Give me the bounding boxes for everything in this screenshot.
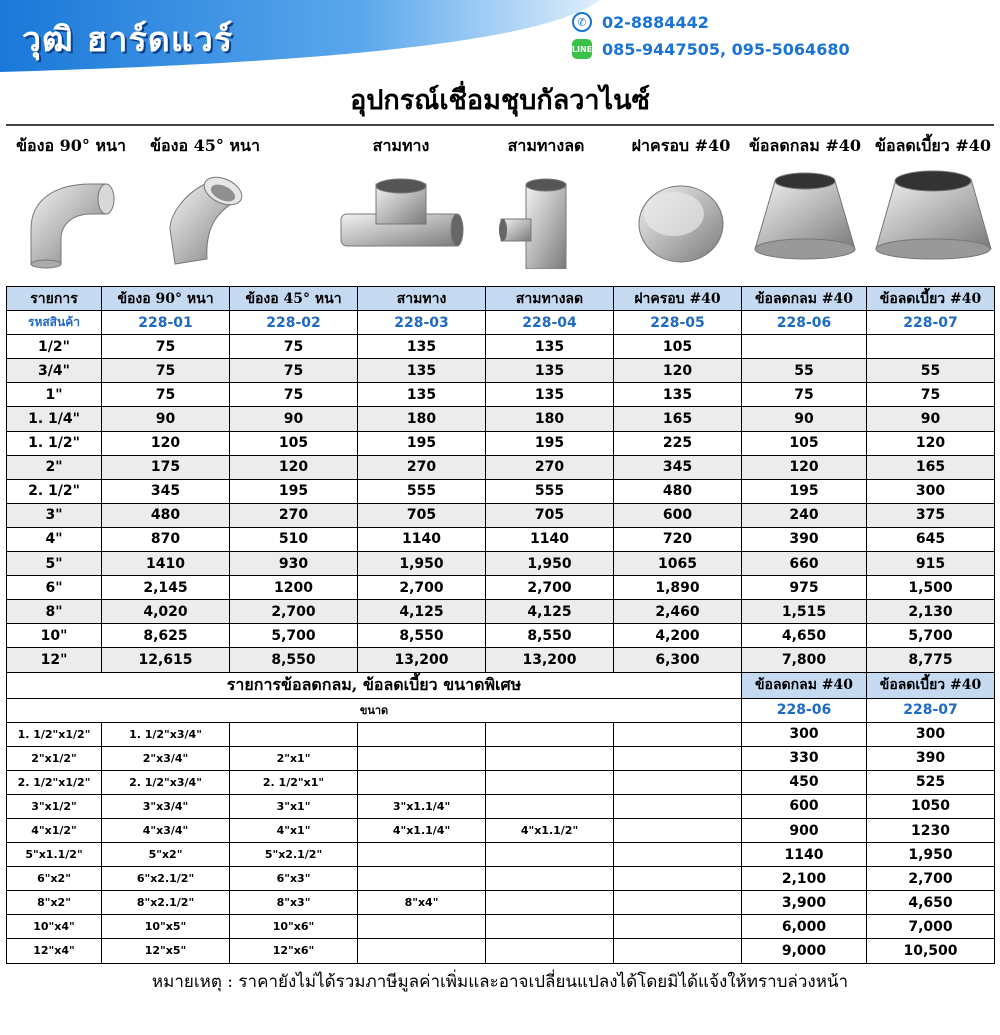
table-row xyxy=(7,503,995,527)
price-cell: 555 xyxy=(486,479,614,503)
price-cell: 645 xyxy=(867,527,995,551)
price-cell: 510 xyxy=(230,527,358,551)
price-cell: 135 xyxy=(486,359,614,383)
price-cell: 195 xyxy=(742,479,867,503)
special-size-cell xyxy=(486,891,614,915)
price-cell: 975 xyxy=(742,576,867,600)
price-cell: 870 xyxy=(102,527,230,551)
price-cell: 8,775 xyxy=(867,648,995,672)
product-label: ฝาครอบ #40 xyxy=(631,136,731,155)
price-cell: 13,200 xyxy=(358,648,486,672)
special-size-cell: 6"x3" xyxy=(230,867,358,891)
price-cell: 135 xyxy=(358,359,486,383)
price-cell: 1140 xyxy=(358,527,486,551)
price-cell: 705 xyxy=(486,503,614,527)
column-header: ข้องอ 45° หนา xyxy=(230,287,358,311)
special-row xyxy=(7,722,995,746)
table-header-row xyxy=(7,287,995,311)
price-cell: 8,550 xyxy=(358,624,486,648)
price-cell: 75 xyxy=(742,383,867,407)
price-cell: 2,130 xyxy=(867,600,995,624)
special-size-cell: 6"x2.1/2" xyxy=(102,867,230,891)
special-size-cell: 2. 1/2"x1" xyxy=(230,770,358,794)
special-size-cell: 2"x1" xyxy=(230,746,358,770)
table-row xyxy=(7,431,995,455)
special-size-cell: 5"x2" xyxy=(102,843,230,867)
price-cell: 1065 xyxy=(614,552,742,576)
price-cell: 1140 xyxy=(742,843,867,867)
special-size-cell xyxy=(614,891,742,915)
price-cell: 75 xyxy=(102,359,230,383)
price-cell: 705 xyxy=(358,503,486,527)
size-cell: 8" xyxy=(7,600,102,624)
special-size-cell xyxy=(358,843,486,867)
price-cell: 2,700 xyxy=(867,867,995,891)
table-row xyxy=(7,552,995,576)
price-cell: 175 xyxy=(102,455,230,479)
special-size-cell: 8"x4" xyxy=(358,891,486,915)
special-size-cell: 1. 1/2"x1/2" xyxy=(7,722,102,746)
special-size-cell xyxy=(614,722,742,746)
size-cell: 1. 1/2" xyxy=(7,431,102,455)
product-code: 228-03 xyxy=(358,311,486,335)
price-cell: 4,020 xyxy=(102,600,230,624)
table-row xyxy=(7,648,995,672)
price-cell: 300 xyxy=(867,479,995,503)
price-cell: 900 xyxy=(742,818,867,842)
size-cell: 2. 1/2" xyxy=(7,479,102,503)
table-row xyxy=(7,359,995,383)
price-cell: 1200 xyxy=(230,576,358,600)
special-size-cell xyxy=(486,746,614,770)
special-row xyxy=(7,746,995,770)
special-section-title: รายการข้อลดกลม, ข้อลดเบี้ยว ขนาดพิเศษ xyxy=(7,672,742,698)
price-cell: 525 xyxy=(867,770,995,794)
price-cell: 165 xyxy=(867,455,995,479)
product-code: 228-04 xyxy=(486,311,614,335)
price-cell: 75 xyxy=(102,383,230,407)
special-size-cell xyxy=(358,915,486,939)
price-cell: 2,460 xyxy=(614,600,742,624)
price-cell: 375 xyxy=(867,503,995,527)
special-size-cell: 2"x3/4" xyxy=(102,746,230,770)
product-gallery xyxy=(6,130,994,280)
product-code: 228-06 xyxy=(742,311,867,335)
price-cell: 345 xyxy=(614,455,742,479)
special-size-cell xyxy=(358,867,486,891)
special-size-cell: 10"x4" xyxy=(7,915,102,939)
price-cell: 195 xyxy=(230,479,358,503)
special-row xyxy=(7,939,995,963)
special-size-cell: 6"x2" xyxy=(7,867,102,891)
special-size-cell xyxy=(486,843,614,867)
special-size-cell xyxy=(358,722,486,746)
price-cell: 390 xyxy=(742,527,867,551)
special-size-cell: 5"x1.1/2" xyxy=(7,843,102,867)
price-cell: 8,550 xyxy=(486,624,614,648)
special-size-cell: 3"x1.1/4" xyxy=(358,794,486,818)
size-label: ขนาด xyxy=(7,698,742,722)
price-cell: 2,700 xyxy=(358,576,486,600)
phone-icon: ✆ xyxy=(572,12,592,32)
price-cell: 1050 xyxy=(867,794,995,818)
size-cell: 3/4" xyxy=(7,359,102,383)
price-cell: 180 xyxy=(358,407,486,431)
product-eccentric-reducer xyxy=(868,130,998,280)
price-cell: 300 xyxy=(742,722,867,746)
price-cell: 390 xyxy=(867,746,995,770)
special-size-cell xyxy=(614,794,742,818)
price-cell: 1,950 xyxy=(358,552,486,576)
price-cell: 1,890 xyxy=(614,576,742,600)
special-size-cell: 12"x5" xyxy=(102,939,230,963)
special-size-cell xyxy=(614,843,742,867)
price-cell: 75 xyxy=(867,383,995,407)
column-header: ข้อลดเบี้ยว #40 xyxy=(867,287,995,311)
price-cell: 75 xyxy=(230,359,358,383)
special-size-cell: 1. 1/2"x3/4" xyxy=(102,722,230,746)
product-label: สามทางลด xyxy=(507,136,585,155)
brand-name: วุฒิ ฮาร์ดแวร์ xyxy=(22,20,234,60)
cap-icon xyxy=(626,169,736,269)
price-cell: 135 xyxy=(358,335,486,359)
price-cell: 90 xyxy=(867,407,995,431)
price-cell: 600 xyxy=(614,503,742,527)
table-row xyxy=(7,479,995,503)
price-cell: 4,125 xyxy=(486,600,614,624)
price-cell: 480 xyxy=(614,479,742,503)
line-app-icon: LINE xyxy=(572,39,592,59)
special-size-cell: 4"x1/2" xyxy=(7,818,102,842)
size-cell: 2" xyxy=(7,455,102,479)
product-concentric-reducer xyxy=(740,130,870,280)
special-row xyxy=(7,794,995,818)
price-cell: 345 xyxy=(102,479,230,503)
size-cell: 6" xyxy=(7,576,102,600)
price-cell xyxy=(867,335,995,359)
price-cell: 120 xyxy=(867,431,995,455)
table-row xyxy=(7,335,995,359)
product-code: 228-06 xyxy=(742,698,867,722)
product-cap xyxy=(616,130,746,280)
special-size-cell xyxy=(486,939,614,963)
price-cell: 330 xyxy=(742,746,867,770)
special-size-cell: 10"x5" xyxy=(102,915,230,939)
column-header: ข้อลดกลม #40 xyxy=(742,287,867,311)
price-cell: 300 xyxy=(867,722,995,746)
price-cell: 90 xyxy=(102,407,230,431)
price-cell: 105 xyxy=(230,431,358,455)
price-cell: 120 xyxy=(614,359,742,383)
price-cell: 75 xyxy=(230,335,358,359)
price-cell: 3,900 xyxy=(742,891,867,915)
price-cell: 720 xyxy=(614,527,742,551)
special-row xyxy=(7,915,995,939)
special-size-cell xyxy=(614,867,742,891)
size-cell: 1/2" xyxy=(7,335,102,359)
special-size-cell: 4"x1.1/4" xyxy=(358,818,486,842)
header xyxy=(0,0,1000,80)
price-cell: 270 xyxy=(486,455,614,479)
price-cell: 135 xyxy=(486,383,614,407)
special-row xyxy=(7,843,995,867)
contact-line[interactable] xyxy=(572,39,850,59)
page-title: อุปกรณ์เชื่อมชุบกัลวาไนซ์ xyxy=(350,85,650,116)
price-cell: 12,615 xyxy=(102,648,230,672)
price-cell: 180 xyxy=(486,407,614,431)
price-cell: 120 xyxy=(102,431,230,455)
size-cell: 5" xyxy=(7,552,102,576)
product-code: 228-05 xyxy=(614,311,742,335)
column-header: สามทางลด xyxy=(486,287,614,311)
table-row xyxy=(7,600,995,624)
price-cell: 1410 xyxy=(102,552,230,576)
product-code: 228-07 xyxy=(867,698,995,722)
column-header: ข้องอ 90° หนา xyxy=(102,287,230,311)
price-cell: 10,500 xyxy=(867,939,995,963)
size-cell: 1. 1/4" xyxy=(7,407,102,431)
special-size-cell: 5"x2.1/2" xyxy=(230,843,358,867)
price-cell: 1,515 xyxy=(742,600,867,624)
contact-phone[interactable] xyxy=(572,12,709,32)
special-size-cell xyxy=(486,794,614,818)
special-row xyxy=(7,867,995,891)
size-cell: 10" xyxy=(7,624,102,648)
price-cell: 2,100 xyxy=(742,867,867,891)
price-cell: 13,200 xyxy=(486,648,614,672)
product-elbow-90 xyxy=(6,130,136,280)
price-cell: 90 xyxy=(742,407,867,431)
price-cell: 6,000 xyxy=(742,915,867,939)
special-row xyxy=(7,891,995,915)
special-size-cell xyxy=(614,939,742,963)
special-size-cell xyxy=(358,939,486,963)
price-cell: 90 xyxy=(230,407,358,431)
price-cell: 4,650 xyxy=(742,624,867,648)
price-cell: 8,550 xyxy=(230,648,358,672)
special-size-cell: 8"x2.1/2" xyxy=(102,891,230,915)
column-header: สามทาง xyxy=(358,287,486,311)
product-label: ข้องอ 45° หนา xyxy=(150,136,260,155)
special-size-cell xyxy=(230,722,358,746)
table-row xyxy=(7,576,995,600)
special-size-cell: 10"x6" xyxy=(230,915,358,939)
special-size-cell xyxy=(486,915,614,939)
price-cell: 165 xyxy=(614,407,742,431)
special-size-cell: 3"x1" xyxy=(230,794,358,818)
special-size-cell: 2"x1/2" xyxy=(7,746,102,770)
product-code: 228-02 xyxy=(230,311,358,335)
special-size-cell: 2. 1/2"x1/2" xyxy=(7,770,102,794)
special-size-cell: 8"x2" xyxy=(7,891,102,915)
special-row xyxy=(7,818,995,842)
price-cell: 5,700 xyxy=(230,624,358,648)
price-cell: 1,500 xyxy=(867,576,995,600)
price-cell: 4,200 xyxy=(614,624,742,648)
table-row xyxy=(7,455,995,479)
price-cell: 240 xyxy=(742,503,867,527)
price-cell: 915 xyxy=(867,552,995,576)
price-cell: 2,145 xyxy=(102,576,230,600)
price-cell: 270 xyxy=(230,503,358,527)
price-cell: 930 xyxy=(230,552,358,576)
size-cell: 12" xyxy=(7,648,102,672)
special-size-cell xyxy=(614,818,742,842)
product-code: 228-01 xyxy=(102,311,230,335)
price-cell: 7,000 xyxy=(867,915,995,939)
price-cell: 4,125 xyxy=(358,600,486,624)
price-cell: 105 xyxy=(742,431,867,455)
special-size-header-row xyxy=(7,698,995,722)
price-cell: 195 xyxy=(486,431,614,455)
price-cell: 7,800 xyxy=(742,648,867,672)
special-size-cell xyxy=(614,770,742,794)
special-size-cell xyxy=(614,915,742,939)
title-divider xyxy=(6,124,994,126)
product-code: รหสสินค้า xyxy=(7,311,102,335)
special-size-cell xyxy=(486,770,614,794)
price-cell: 225 xyxy=(614,431,742,455)
size-cell: 3" xyxy=(7,503,102,527)
concentric-reducer-icon xyxy=(745,169,865,269)
product-reducing-tee xyxy=(481,130,611,280)
price-cell: 270 xyxy=(358,455,486,479)
price-cell: 135 xyxy=(614,383,742,407)
special-size-cell: 3"x1/2" xyxy=(7,794,102,818)
price-cell: 1230 xyxy=(867,818,995,842)
product-elbow-45 xyxy=(140,130,270,280)
price-cell: 450 xyxy=(742,770,867,794)
price-cell: 480 xyxy=(102,503,230,527)
special-row xyxy=(7,770,995,794)
price-cell xyxy=(742,335,867,359)
tee-icon xyxy=(336,169,466,269)
price-cell: 600 xyxy=(742,794,867,818)
price-cell: 135 xyxy=(486,335,614,359)
eccentric-reducer-icon xyxy=(871,169,996,269)
price-cell: 195 xyxy=(358,431,486,455)
price-cell: 135 xyxy=(358,383,486,407)
price-cell: 105 xyxy=(614,335,742,359)
table-row xyxy=(7,527,995,551)
price-cell: 120 xyxy=(230,455,358,479)
size-cell: 1" xyxy=(7,383,102,407)
special-size-cell xyxy=(614,746,742,770)
special-size-cell xyxy=(486,722,614,746)
product-tee xyxy=(336,130,466,280)
price-cell: 1,950 xyxy=(867,843,995,867)
special-size-cell: 2. 1/2"x3/4" xyxy=(102,770,230,794)
price-cell: 8,625 xyxy=(102,624,230,648)
column-header: รายการ xyxy=(7,287,102,311)
product-label: ข้องอ 90° หนา xyxy=(16,136,126,155)
elbow-90-icon xyxy=(11,169,131,269)
price-cell: 1,950 xyxy=(486,552,614,576)
column-header: ฝาครอบ #40 xyxy=(614,287,742,311)
special-size-cell: 8"x3" xyxy=(230,891,358,915)
special-column-header: ข้อลดเบี้ยว #40 xyxy=(867,672,995,698)
product-label: สามทาง xyxy=(372,136,430,155)
reducing-tee-icon xyxy=(491,169,601,269)
product-code-row xyxy=(7,311,995,335)
price-cell: 120 xyxy=(742,455,867,479)
special-size-cell: 3"x3/4" xyxy=(102,794,230,818)
price-cell: 2,700 xyxy=(486,576,614,600)
phone-number: 02-8884442 xyxy=(602,12,709,32)
special-size-cell xyxy=(358,746,486,770)
price-cell: 1140 xyxy=(486,527,614,551)
price-table xyxy=(6,286,995,964)
price-cell: 55 xyxy=(867,359,995,383)
footnote: หมายเหตุ : ราคายังไม่ได้รวมภาษีมูลค่าเพิ่มและอาจเปลี่ยนแปลงได้โดยมิได้แจ้งให้ทราบล่วงหน้า xyxy=(151,972,849,992)
line-numbers: 085-9447505, 095-5064680 xyxy=(602,39,850,59)
special-size-cell xyxy=(358,770,486,794)
special-size-cell: 12"x6" xyxy=(230,939,358,963)
special-size-cell: 4"x1.1/2" xyxy=(486,818,614,842)
price-cell: 75 xyxy=(230,383,358,407)
price-cell: 2,700 xyxy=(230,600,358,624)
price-cell: 5,700 xyxy=(867,624,995,648)
product-label: ข้อลดกลม #40 xyxy=(748,136,862,155)
price-cell: 55 xyxy=(742,359,867,383)
special-column-header: ข้อลดกลม #40 xyxy=(742,672,867,698)
price-cell: 9,000 xyxy=(742,939,867,963)
special-size-cell: 12"x4" xyxy=(7,939,102,963)
table-row xyxy=(7,407,995,431)
price-cell: 4,650 xyxy=(867,891,995,915)
elbow-45-icon xyxy=(145,169,265,269)
price-cell: 555 xyxy=(358,479,486,503)
price-cell: 75 xyxy=(102,335,230,359)
special-header-row xyxy=(7,672,995,698)
special-size-cell: 4"x1" xyxy=(230,818,358,842)
product-code: 228-07 xyxy=(867,311,995,335)
price-cell: 660 xyxy=(742,552,867,576)
special-size-cell xyxy=(486,867,614,891)
table-row xyxy=(7,624,995,648)
size-cell: 4" xyxy=(7,527,102,551)
table-row xyxy=(7,383,995,407)
price-cell: 6,300 xyxy=(614,648,742,672)
special-size-cell: 4"x3/4" xyxy=(102,818,230,842)
product-label: ข้อลดเบี้ยว #40 xyxy=(875,136,991,155)
